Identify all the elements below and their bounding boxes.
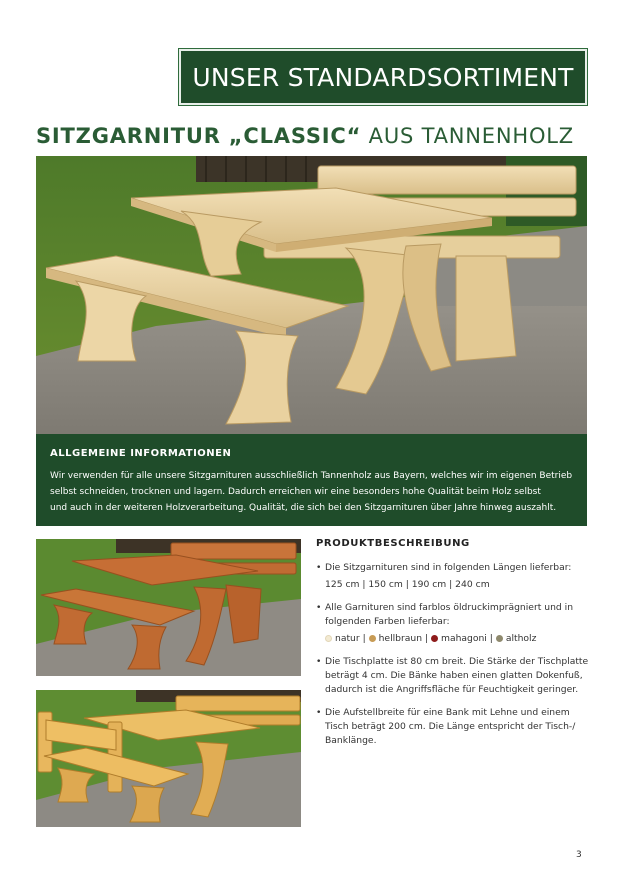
section-header xyxy=(178,48,588,106)
product-description xyxy=(316,538,591,757)
general-info-line-1: Wir verwenden für alle unsere Sitzgarnituren ausschließlich Tannenholz aus Bayern, welches wir im eigenen Betrieb xyxy=(50,471,573,481)
page-title xyxy=(36,124,596,154)
product-description-heading: PRODUKTBESCHREIBUNG xyxy=(316,538,470,549)
hero-photo-illustration xyxy=(36,156,587,434)
color-name-altholz: altholz xyxy=(505,633,537,644)
list-item xyxy=(316,655,591,697)
hero-photo xyxy=(36,156,587,434)
color-swatch-mahagoni xyxy=(431,635,438,642)
general-info-line-2: selbst schneiden, trocknen und lagern. Dadurch erreichen wir eine besonders hohe Qualität beim Holz selbst xyxy=(50,487,541,497)
general-info-heading: ALLGEMEINE INFORMATIONEN xyxy=(50,448,232,459)
general-info-box xyxy=(36,434,587,526)
product-description-list xyxy=(316,561,591,748)
table-dimensions-text: Die Tischplatte ist 80 cm breit. Die Stärke der Tischplatte beträgt 4 cm. Die Bänke haben einen glatten Dokenfuß, dadurch ist die Angriffsfläche für Feuchtigkeit geringer. xyxy=(325,656,589,695)
list-item xyxy=(316,601,591,646)
title-light: AUS TANNENHOLZ xyxy=(368,124,574,148)
mahogany-set-illustration xyxy=(36,539,301,676)
lengths-text: Die Sitzgarnituren sind in folgenden Längen lieferbar: xyxy=(325,562,572,573)
color-name-mahagoni: mahagoni xyxy=(441,633,487,644)
title-bold: SITZGARNITUR „CLASSIC“ xyxy=(36,124,362,148)
lengths-values: 125 cm | 150 cm | 190 cm | 240 cm xyxy=(325,579,490,590)
page-number: 3 xyxy=(576,850,582,860)
section-header-label: UNSER STANDARDSORTIMENT xyxy=(192,62,574,92)
color-swatch-natur xyxy=(325,635,332,642)
color-name-hellbraun: hellbraun xyxy=(378,633,423,644)
light-brown-set-photo xyxy=(36,690,301,827)
list-item xyxy=(316,561,591,592)
color-swatch-hellbraun xyxy=(369,635,376,642)
color-swatch-altholz xyxy=(496,635,503,642)
setup-width-text: Die Aufstellbreite für eine Bank mit Lehne und einem Tisch beträgt 200 cm. Die Länge entspricht der Tisch-/ Banklänge. xyxy=(325,707,576,746)
color-name-natur: natur xyxy=(335,633,360,644)
colors-text: Alle Garnituren sind farblos öldruckimprägniert und in folgenden Farben lieferbar: xyxy=(325,602,574,627)
general-info-text xyxy=(50,468,573,516)
color-options: natur | hellbraun | mahagoni | altholz xyxy=(325,632,591,646)
light-brown-set-illustration xyxy=(36,690,301,827)
mahogany-set-photo xyxy=(36,539,301,676)
list-item xyxy=(316,706,591,748)
general-info-line-3: und auch in der weiteren Holzverarbeitung. Qualität, die sich bei den Sitzgarnituren über Jahre hinweg auszahlt. xyxy=(50,503,557,513)
